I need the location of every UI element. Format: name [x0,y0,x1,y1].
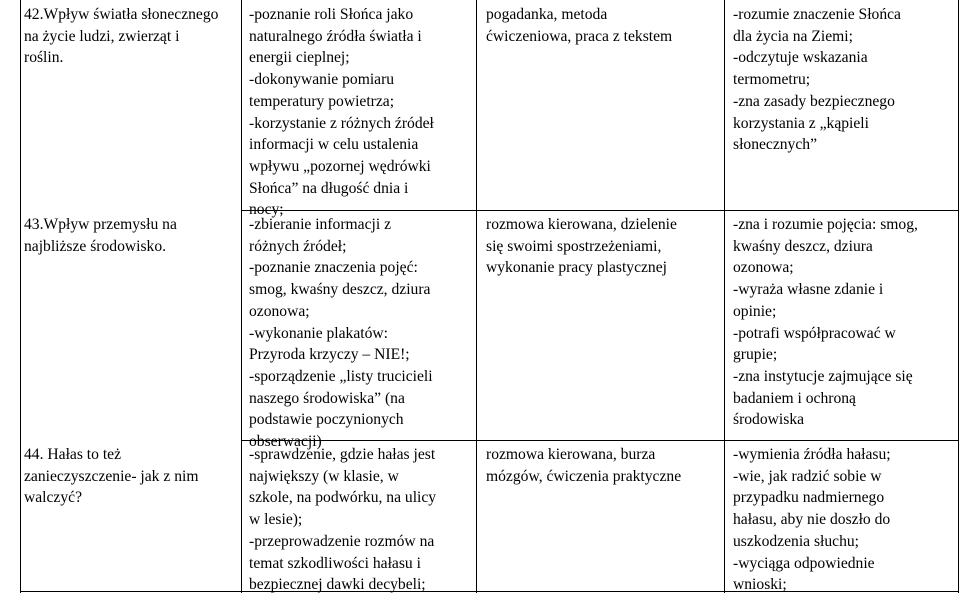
table-cell-activities: -poznanie roli Słońca jako naturalnego źródła światła i energii cieplnej; -dokonywanie pomiaru temperatury powietrza; -korzystanie z różnych źródeł informacji w celu ustalenia wpływu „pozornej wędrówki Słońca” na długość dnia i nocy; [249,6,434,219]
table-cell-methods: rozmowa kierowana, burza mózgów, ćwiczenia praktyczne [486,446,682,485]
column-divider-1 [241,0,242,593]
table-border-left [20,0,21,593]
table-cell-outcomes: -rozumie znaczenie Słońca dla życia na Ziemi; -odczytuje wskazania termometru; -zna zasady bezpiecznego korzystania z „kąpieli słonecznych” [733,6,901,154]
table-cell-activities: -sprawdzenie, gdzie hałas jest największy (w klasie, w szkole, na podwórku, na ulicy w lesie); -przeprowadzenie rozmów na temat szkodliwości hałasu i bezpiecznej dawki decybeli; [249,446,437,594]
table-cell-outcomes: -zna i rozumie pojęcia: smog, kwaśny deszcz, dziura ozonowa; -wyraża własne zdanie i opinie; -potrafi współpracować w grupie; -zna instytucje zajmujące się badaniem i ochroną środowiska [733,216,918,429]
table-cell-outcomes: -wymienia źródła hałasu; -wie, jak radzić sobie w przypadku nadmiernego hałasu, aby nie doszło do uszkodzenia słuchu; -wyciąga odpowiednie wnioski; [733,446,891,594]
table-border-right [958,0,959,593]
column-divider-2 [476,0,477,593]
table-cell-topic: 44. Hałas to też zanieczyszczenie- jak z nim walczyć? [24,446,199,507]
table-cell-topic: 42.Wpływ światła słonecznego na życie ludzi, zwierząt i roślin. [24,6,219,67]
column-divider-3 [724,0,725,593]
table-cell-activities: -zbieranie informacji z różnych źródeł; -poznanie znaczenia pojęć: smog, kwaśny deszcz, dziura ozonowa; -wykonanie plakatów: Przyroda krzyczy – NIE!; -sporządzenie „listy trucicieli naszego środowiska” (na podstawie poczynionych obserwacji) [249,216,433,451]
table-cell-methods: pogadanka, metoda ćwiczeniowa, praca z tekstem [486,6,673,45]
table-cell-topic: 43.Wpływ przemysłu na najbliższe środowisko. [24,216,177,255]
table-cell-methods: rozmowa kierowana, dzielenie się swoimi spostrzeżeniami, wykonanie pracy plastycznej [486,216,677,277]
